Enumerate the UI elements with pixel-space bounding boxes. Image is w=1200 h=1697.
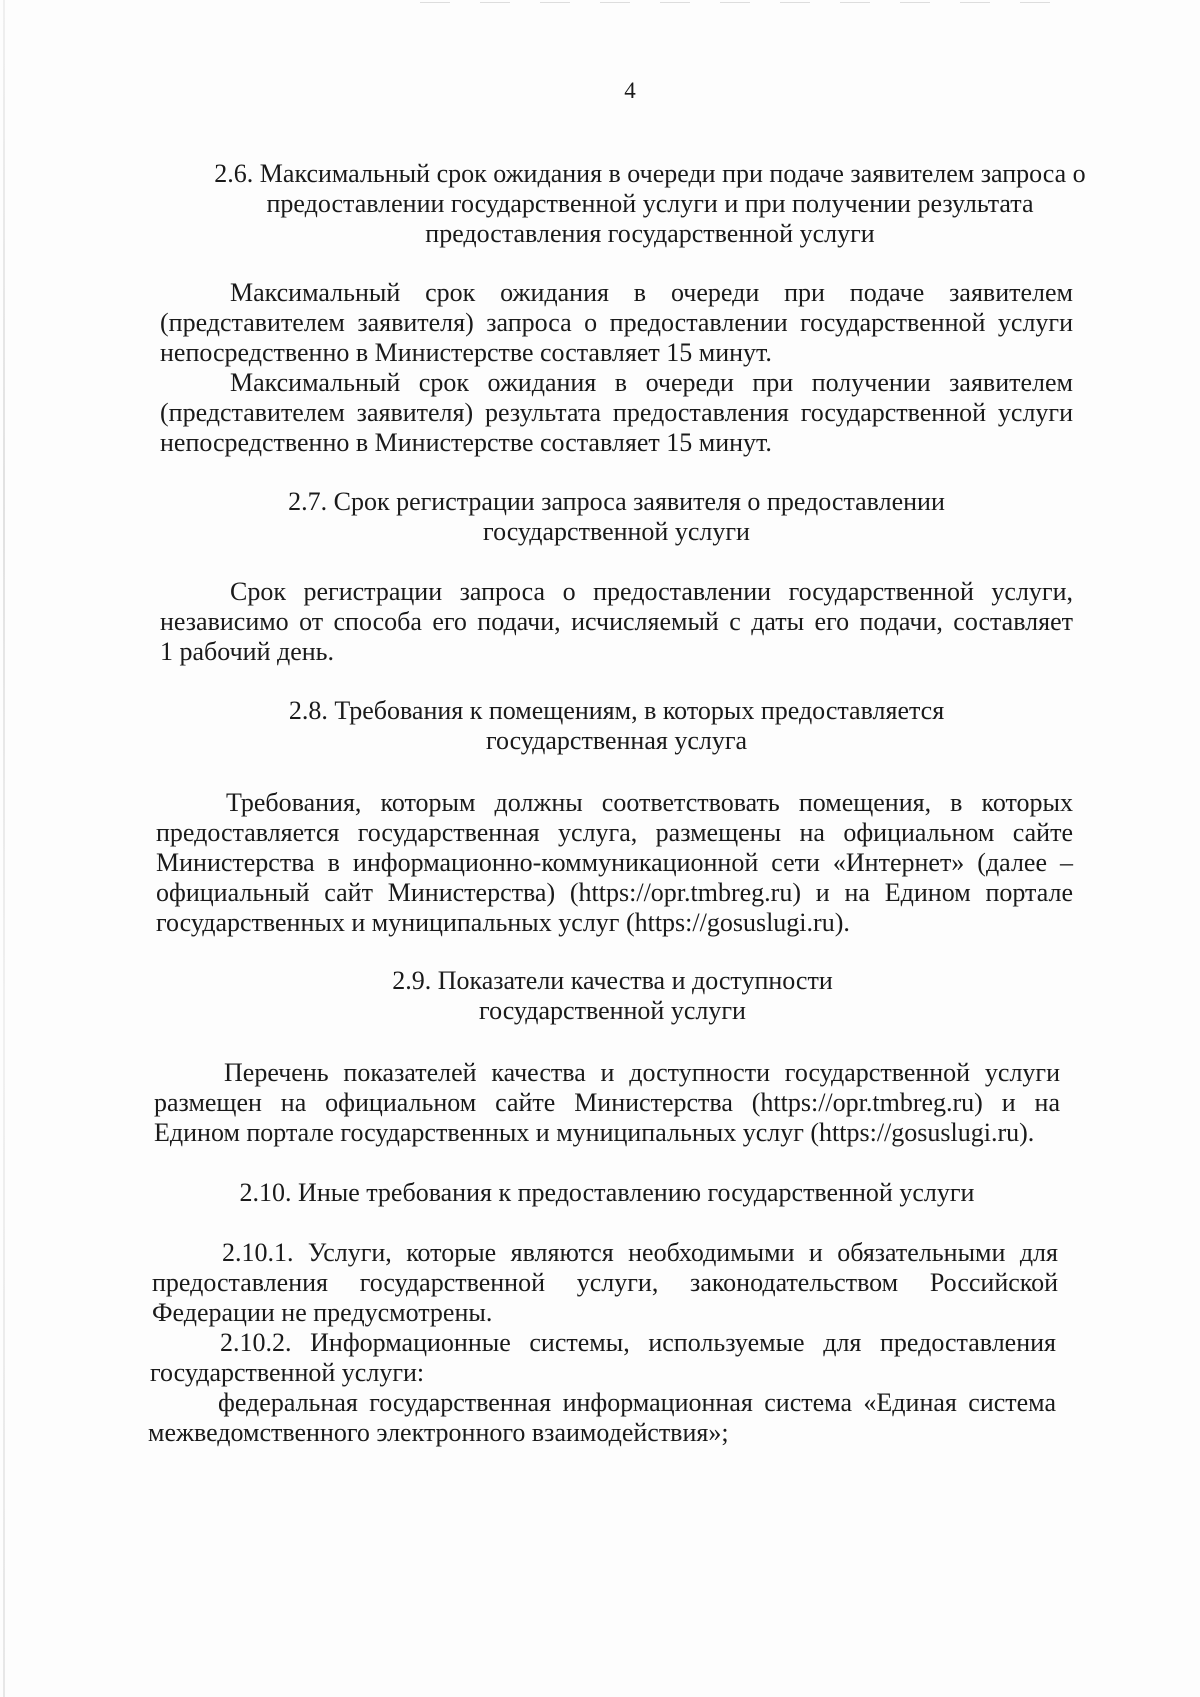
section-2-10-heading: [154, 1178, 1060, 1208]
paragraph-line: 1 рабочий день.: [160, 637, 335, 666]
paragraph-line: независимо от способа его подачи, исчисляемый с даты его подачи, составляет: [160, 607, 1073, 636]
paragraph-line: (представителем заявителя) запроса о предоставлении государственной услуги: [160, 308, 1073, 337]
paragraph-line: (представителем заявителя) результата предоставления государственной услуги: [160, 398, 1073, 427]
section-2-6-paragraph-1: [160, 278, 1073, 368]
paragraph-line: Едином портале государственных и муниципальных услуг (https://gosuslugi.ru).: [154, 1118, 1035, 1147]
scan-edge-left: [3, 0, 5, 1697]
section-2-9-heading: [156, 966, 1069, 1026]
heading-line: предоставлении государственной услуги и при получении результата: [266, 189, 1034, 218]
paragraph-line: размещен на официальном сайте Министерства (https://opr.tmbreg.ru) и на: [154, 1088, 1060, 1117]
paragraph-line: Максимальный срок ожидания в очереди при подаче заявителем: [230, 278, 1073, 307]
paragraph-line: 2.10.2. Информационные системы, используемые для предоставления: [220, 1328, 1056, 1357]
section-2-7-heading: [160, 487, 1073, 547]
section-2-8-paragraph: [156, 788, 1073, 938]
section-2-8-heading: [160, 696, 1073, 756]
section-2-9-paragraph: [154, 1058, 1060, 1148]
paragraph-line: непосредственно в Министерстве составляет 15 минут.: [160, 428, 772, 457]
heading-line: государственной услуги: [483, 517, 750, 546]
paragraph-line: Перечень показателей качества и доступности государственной услуги: [224, 1058, 1060, 1087]
heading-line: 2.6. Максимальный срок ожидания в очереди при подаче заявителем запроса о: [214, 159, 1086, 188]
heading-line: 2.10. Иные требования к предоставлению государственной услуги: [239, 1178, 975, 1207]
section-2-10-2-paragraph: [150, 1328, 1056, 1388]
paragraph-line: Требования, которым должны соответствовать помещения, в которых: [226, 788, 1073, 817]
heading-line: 2.9. Показатели качества и доступности: [392, 966, 833, 995]
section-2-6-heading: [160, 159, 1140, 249]
heading-line: 2.8. Требования к помещениям, в которых предоставляется: [288, 696, 945, 725]
paragraph-line: межведомственного электронного взаимодействия»;: [148, 1418, 729, 1447]
heading-line: государственной услуги: [479, 996, 746, 1025]
paragraph-line: предоставляется государственная услуга, размещены на официальном сайте: [156, 818, 1073, 847]
paragraph-line: Министерства в информационно-коммуникационной сети «Интернет» (далее –: [156, 848, 1073, 877]
paragraph-line: Федерации не предусмотрены.: [152, 1298, 493, 1327]
paragraph-line: официальный сайт Министерства) (https://opr.tmbreg.ru) и на Едином портале: [156, 878, 1073, 907]
paragraph-line: 2.10.1. Услуги, которые являются необходимыми и обязательными для: [222, 1238, 1058, 1267]
heading-line: государственная услуга: [485, 726, 748, 755]
section-2-6-paragraph-2: [160, 368, 1073, 458]
paragraph-line: государственной услуги:: [150, 1358, 425, 1387]
federal-system-paragraph: [148, 1388, 1056, 1448]
paragraph-line: непосредственно в Министерстве составляет 15 минут.: [160, 338, 772, 367]
scan-edge-top: [420, 2, 1060, 3]
heading-line: 2.7. Срок регистрации запроса заявителя о предоставлении: [288, 487, 945, 516]
paragraph-line: федеральная государственная информационная система «Единая система: [218, 1388, 1056, 1417]
paragraph-line: государственных и муниципальных услуг (https://gosuslugi.ru).: [156, 908, 850, 937]
heading-line: предоставления государственной услуги: [425, 219, 875, 248]
paragraph-line: Максимальный срок ожидания в очереди при получении заявителем: [230, 368, 1073, 397]
section-2-7-paragraph: [160, 577, 1073, 667]
page-number: 4: [624, 78, 636, 103]
paragraph-line: предоставления государственной услуги, законодательством Российской: [152, 1268, 1058, 1297]
paragraph-line: Срок регистрации запроса о предоставлении государственной услуги,: [230, 577, 1073, 606]
section-2-10-1-paragraph: [152, 1238, 1058, 1328]
